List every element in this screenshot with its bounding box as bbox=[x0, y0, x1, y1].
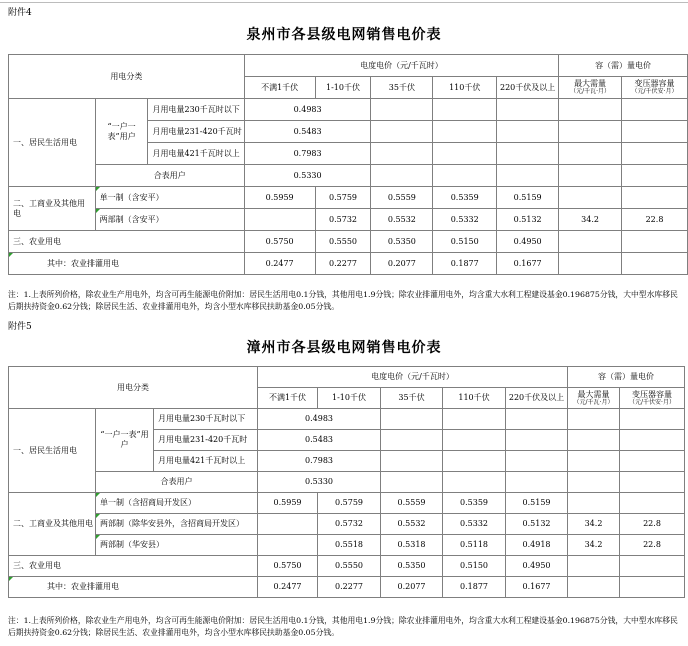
max-demand-unit: （元/千瓦·月） bbox=[573, 398, 614, 406]
tier-label: 月用电量230千瓦时以下 bbox=[154, 409, 258, 430]
empty-cell bbox=[568, 430, 620, 451]
table-row bbox=[9, 409, 685, 430]
combined-meter-label: 合表用户 bbox=[95, 165, 244, 187]
empty-cell bbox=[620, 556, 685, 577]
price-cell: 0.5759 bbox=[315, 187, 371, 209]
table-header-row bbox=[9, 55, 688, 77]
price-cell: 0.5350 bbox=[381, 556, 443, 577]
price-cell: 0.5732 bbox=[315, 209, 371, 231]
attachment-label-5: 附件5 bbox=[8, 322, 32, 332]
price-cell: 0.5350 bbox=[371, 231, 433, 253]
price-cell: 0.5132 bbox=[506, 514, 568, 535]
empty-cell bbox=[559, 121, 622, 143]
price-cell: 0.1677 bbox=[497, 253, 559, 275]
transformer-label: 变压器容量 bbox=[632, 389, 672, 399]
table-row bbox=[9, 535, 685, 556]
price-cell bbox=[620, 493, 685, 514]
table-row bbox=[9, 472, 685, 493]
price-cell: 0.5532 bbox=[381, 514, 443, 535]
price-cell bbox=[258, 535, 318, 556]
tier-label: 月用电量421千瓦时以上 bbox=[148, 143, 244, 165]
empty-cell bbox=[381, 409, 443, 430]
empty-cell bbox=[497, 143, 559, 165]
empty-cell bbox=[443, 472, 506, 493]
header-max-demand bbox=[559, 77, 622, 99]
price-cell: 22.8 bbox=[620, 535, 685, 556]
price-cell: 0.5483 bbox=[244, 121, 371, 143]
header-capacity-price: 容（需）量电价 bbox=[559, 55, 688, 77]
empty-cell bbox=[371, 99, 433, 121]
price-cell bbox=[258, 514, 318, 535]
tier-label: 月用电量230千瓦时以下 bbox=[148, 99, 244, 121]
empty-cell bbox=[622, 143, 688, 165]
empty-cell bbox=[559, 253, 622, 275]
max-demand-label: 最大需量 bbox=[574, 79, 607, 88]
price-cell: 0.7983 bbox=[258, 451, 381, 472]
price-cell: 34.2 bbox=[559, 209, 622, 231]
header-energy-price: 电度电价（元/千瓦时） bbox=[244, 55, 558, 77]
max-demand-unit: （元/千瓦·月） bbox=[570, 88, 611, 95]
zhangzhou-table-note: 注：1.上表所列价格，除农业生产用电外，均含可再生能源电价附加：居民生活用电0.1分钱，其他用电1.9分钱；除农业排灌用电外，均含重大水利工程建设基金0.196875分钱，大中型水库移民后期扶持资金0.62分钱；除居民生活、农业排灌用电外，均含小型水库移民扶助基金0.05分钱。 bbox=[8, 616, 678, 637]
empty-cell bbox=[620, 472, 685, 493]
table-row bbox=[9, 209, 688, 231]
empty-cell bbox=[506, 472, 568, 493]
empty-cell bbox=[443, 430, 506, 451]
header-transformer bbox=[622, 77, 688, 99]
price-cell: 0.5118 bbox=[443, 535, 506, 556]
header-voltage: 不满1千伏 bbox=[258, 388, 318, 409]
empty-cell bbox=[443, 451, 506, 472]
header-voltage: 110千伏 bbox=[433, 77, 497, 99]
transformer-unit: （元/千伏安·月） bbox=[631, 88, 678, 95]
attachment-label-4: 附件4 bbox=[8, 8, 32, 18]
price-cell: 0.5330 bbox=[244, 165, 371, 187]
empty-cell bbox=[568, 556, 620, 577]
empty-cell bbox=[433, 165, 497, 187]
table-row bbox=[9, 165, 688, 187]
tier-label: 月用电量421千瓦时以上 bbox=[154, 451, 258, 472]
empty-cell bbox=[620, 430, 685, 451]
price-cell: 0.5732 bbox=[318, 514, 381, 535]
price-cell: 0.5559 bbox=[371, 187, 433, 209]
price-cell: 0.5159 bbox=[497, 187, 559, 209]
price-cell: 0.5332 bbox=[443, 514, 506, 535]
empty-cell bbox=[559, 231, 622, 253]
tariff-label: 两部制（除华安县外，含招商局开发区） bbox=[96, 514, 258, 535]
empty-cell bbox=[559, 143, 622, 165]
price-cell: 0.4983 bbox=[244, 99, 371, 121]
empty-cell bbox=[381, 430, 443, 451]
header-voltage: 1-10千伏 bbox=[318, 388, 381, 409]
price-cell: 0.2477 bbox=[244, 253, 315, 275]
tariff-label: 单一制（含安平） bbox=[95, 187, 244, 209]
price-cell: 0.5532 bbox=[371, 209, 433, 231]
empty-cell bbox=[622, 165, 688, 187]
empty-cell bbox=[620, 577, 685, 598]
tariff-label: 两部制（华安县） bbox=[96, 535, 258, 556]
price-cell: 0.5559 bbox=[381, 493, 443, 514]
price-cell bbox=[244, 209, 315, 231]
tier-label: 月用电量231-420千瓦时 bbox=[154, 430, 258, 451]
empty-cell bbox=[622, 99, 688, 121]
household-meter-label: “一户一表”用户 bbox=[95, 99, 148, 165]
category-agriculture: 三、农业用电 bbox=[9, 556, 258, 577]
table-row bbox=[9, 99, 688, 121]
empty-cell bbox=[506, 409, 568, 430]
price-cell: 0.4983 bbox=[258, 409, 381, 430]
top-divider bbox=[0, 2, 688, 3]
tariff-label: 两部制（含安平） bbox=[95, 209, 244, 231]
header-voltage: 不满1千伏 bbox=[244, 77, 315, 99]
header-classification: 用电分类 bbox=[9, 55, 245, 99]
quanzhou-price-table bbox=[8, 54, 688, 275]
category-agriculture: 三、农业用电 bbox=[9, 231, 245, 253]
header-transformer bbox=[620, 388, 685, 409]
quanzhou-table-title: 泉州市各县级电网销售电价表 bbox=[246, 27, 442, 43]
price-cell: 0.1677 bbox=[506, 577, 568, 598]
empty-cell bbox=[371, 121, 433, 143]
empty-cell bbox=[381, 451, 443, 472]
empty-cell bbox=[443, 409, 506, 430]
header-voltage: 35千伏 bbox=[371, 77, 433, 99]
table-row bbox=[9, 231, 688, 253]
empty-cell bbox=[620, 451, 685, 472]
header-classification: 用电分类 bbox=[9, 367, 258, 409]
table-row bbox=[9, 493, 685, 514]
price-cell: 0.5132 bbox=[497, 209, 559, 231]
price-cell: 22.8 bbox=[622, 209, 688, 231]
empty-cell bbox=[568, 409, 620, 430]
price-cell: 0.5330 bbox=[258, 472, 381, 493]
header-voltage: 220千伏及以上 bbox=[506, 388, 568, 409]
price-cell: 0.1877 bbox=[443, 577, 506, 598]
header-voltage: 1-10千伏 bbox=[315, 77, 371, 99]
price-cell: 34.2 bbox=[568, 514, 620, 535]
empty-cell bbox=[622, 253, 688, 275]
header-voltage: 110千伏 bbox=[443, 388, 506, 409]
empty-cell bbox=[497, 99, 559, 121]
empty-cell bbox=[568, 577, 620, 598]
price-cell: 0.5159 bbox=[506, 493, 568, 514]
table-header-row bbox=[9, 367, 685, 388]
table-row bbox=[9, 187, 688, 209]
table-row bbox=[9, 253, 688, 275]
category-residential: 一、居民生活用电 bbox=[9, 99, 96, 187]
header-voltage: 220千伏及以上 bbox=[497, 77, 559, 99]
irrigation-label: 其中：农业排灌用电 bbox=[9, 577, 258, 598]
empty-cell bbox=[506, 430, 568, 451]
irrigation-label: 其中：农业排灌用电 bbox=[9, 253, 245, 275]
price-cell: 0.7983 bbox=[244, 143, 371, 165]
price-cell: 0.5759 bbox=[318, 493, 381, 514]
price-cell: 0.4950 bbox=[497, 231, 559, 253]
empty-cell bbox=[622, 121, 688, 143]
header-voltage: 35千伏 bbox=[381, 388, 443, 409]
empty-cell bbox=[381, 472, 443, 493]
price-cell: 0.5550 bbox=[318, 556, 381, 577]
category-residential: 一、居民生活用电 bbox=[9, 409, 96, 493]
empty-cell bbox=[497, 165, 559, 187]
price-cell: 0.5959 bbox=[258, 493, 318, 514]
empty-cell bbox=[568, 472, 620, 493]
price-cell: 34.2 bbox=[568, 535, 620, 556]
zhangzhou-price-table bbox=[8, 366, 685, 598]
empty-cell bbox=[620, 409, 685, 430]
empty-cell bbox=[506, 451, 568, 472]
price-cell: 0.5150 bbox=[433, 231, 497, 253]
combined-meter-label: 合表用户 bbox=[96, 472, 258, 493]
price-cell: 22.8 bbox=[620, 514, 685, 535]
price-cell: 0.5959 bbox=[244, 187, 315, 209]
empty-cell bbox=[559, 165, 622, 187]
price-cell: 0.5332 bbox=[433, 209, 497, 231]
empty-cell bbox=[497, 121, 559, 143]
empty-cell bbox=[568, 451, 620, 472]
household-meter-label: “一户一表”用户 bbox=[96, 409, 154, 472]
price-cell: 0.4918 bbox=[506, 535, 568, 556]
price-cell: 0.5550 bbox=[315, 231, 371, 253]
price-cell: 0.5359 bbox=[433, 187, 497, 209]
tariff-label: 单一制（含招商局开发区） bbox=[96, 493, 258, 514]
tier-label: 月用电量231-420千瓦时 bbox=[148, 121, 244, 143]
header-max-demand bbox=[568, 388, 620, 409]
price-cell: 0.5518 bbox=[318, 535, 381, 556]
price-cell: 0.5750 bbox=[258, 556, 318, 577]
price-cell: 0.2277 bbox=[318, 577, 381, 598]
price-cell: 0.5150 bbox=[443, 556, 506, 577]
price-cell bbox=[568, 493, 620, 514]
empty-cell bbox=[371, 165, 433, 187]
price-cell: 0.1877 bbox=[433, 253, 497, 275]
price-cell: 0.2277 bbox=[315, 253, 371, 275]
empty-cell bbox=[433, 143, 497, 165]
category-industrial: 二、工商业及其他用电 bbox=[9, 187, 96, 231]
empty-cell bbox=[433, 121, 497, 143]
price-cell bbox=[622, 187, 688, 209]
empty-cell bbox=[622, 231, 688, 253]
empty-cell bbox=[433, 99, 497, 121]
header-energy-price: 电度电价（元/千瓦时） bbox=[258, 367, 568, 388]
price-cell bbox=[559, 187, 622, 209]
price-cell: 0.5359 bbox=[443, 493, 506, 514]
price-cell: 0.2077 bbox=[381, 577, 443, 598]
empty-cell bbox=[559, 99, 622, 121]
transformer-label: 变压器容量 bbox=[634, 79, 675, 88]
transformer-unit: （元/千伏安·月） bbox=[629, 398, 675, 406]
price-cell: 0.5483 bbox=[258, 430, 381, 451]
quanzhou-table-note: 注：1.上表所列价格，除农业生产用电外，均含可再生能源电价附加：居民生活用电0.1分钱，其他用电1.9分钱；除农业排灌用电外，均含重大水利工程建设基金0.196875分钱，大中型水库移民后期扶持资金0.62分钱；除居民生活、农业排灌用电外，均含小型水库移民扶助基金0.05分钱。 bbox=[8, 290, 678, 311]
price-cell: 0.2477 bbox=[258, 577, 318, 598]
price-cell: 0.2077 bbox=[371, 253, 433, 275]
table-row bbox=[9, 556, 685, 577]
price-cell: 0.5318 bbox=[381, 535, 443, 556]
price-cell: 0.4950 bbox=[506, 556, 568, 577]
max-demand-label: 最大需量 bbox=[577, 389, 610, 399]
category-industrial: 二、工商业及其他用电 bbox=[9, 493, 96, 556]
table-row bbox=[9, 577, 685, 598]
empty-cell bbox=[371, 143, 433, 165]
price-cell: 0.5750 bbox=[244, 231, 315, 253]
table-row bbox=[9, 514, 685, 535]
zhangzhou-table-title: 漳州市各县级电网销售电价表 bbox=[246, 340, 442, 356]
header-capacity-price: 容（需）量电价 bbox=[568, 367, 685, 388]
